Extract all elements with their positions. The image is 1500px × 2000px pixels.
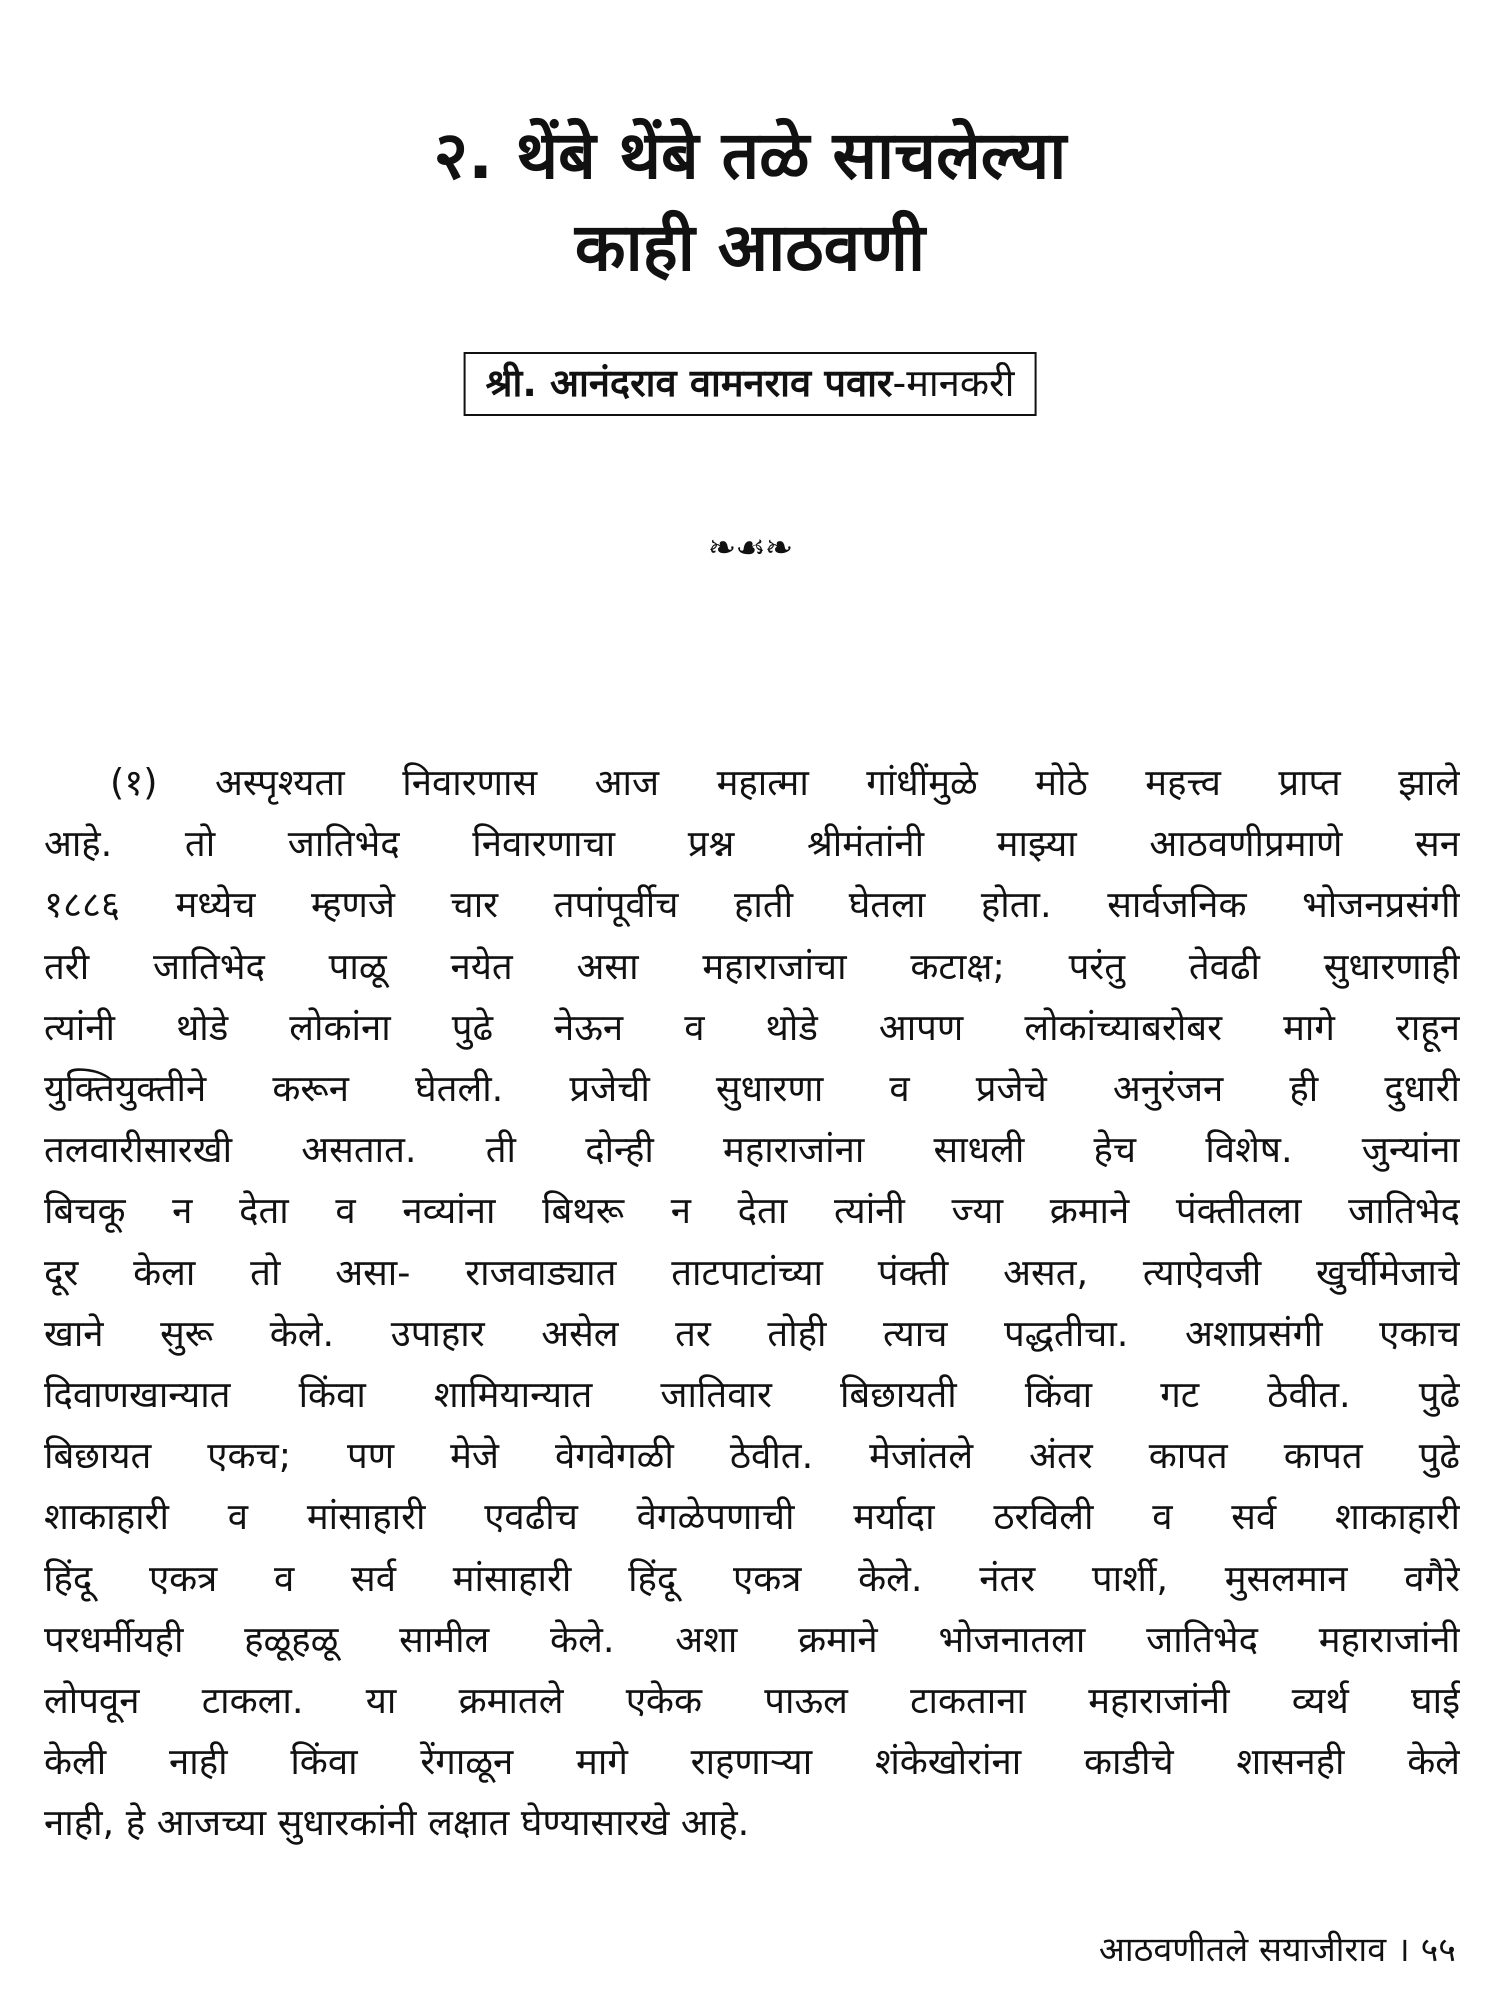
body-line: खाने सुरू केले. उपाहार असेल तर तोही त्याच पद्धतीचा. अशाप्रसंगी एकाच <box>44 1311 1460 1355</box>
chapter-title-line-1: २. थेंबे थेंबे तळे साचलेल्या <box>433 117 1067 194</box>
page-footer <box>1099 1928 1456 1972</box>
body-line: तरी जातिभेद पाळू नयेत असा महाराजांचा कटाक्ष; परंतु तेवढी सुधारणाही <box>44 944 1460 988</box>
body-line: परधर्मीयही हळूहळू सामील केले. अशा क्रमाने भोजनातला जातिभेद महाराजांनी <box>44 1617 1460 1661</box>
body-line: तलवारीसारखी असतात. ती दोन्ही महाराजांना साधली हेच विशेष. जुन्यांना <box>44 1128 1460 1172</box>
page-number: ५५ <box>1420 1930 1456 1970</box>
body-line: दिवाणखान्यात किंवा शामियान्यात जातिवार बिछायती किंवा गट ठेवीत. पुढे <box>44 1373 1460 1417</box>
footer-separator: । <box>1396 1930 1410 1970</box>
body-line: हिंदू एकत्र व सर्व मांसाहारी हिंदू एकत्र केले. नंतर पार्शी, मुसलमान वगैरे <box>44 1556 1460 1600</box>
chapter-title-line-2: काही आठवणी <box>574 209 926 286</box>
ornament-divider: ❧☙❧ <box>707 528 793 568</box>
author-suffix: -मानकरी <box>892 361 1015 405</box>
body-line: लोपवून टाकला. या क्रमातले एकेक पाऊल टाकताना महाराजांनी व्यर्थ घाई <box>44 1679 1460 1723</box>
body-line: युक्तियुक्तीने करून घेतली. प्रजेची सुधारणा व प्रजेचे अनुरंजन ही दुधारी <box>44 1067 1460 1111</box>
body-line: नाही, हे आजच्या सुधारकांनी लक्षात घेण्यासारखे आहे. <box>44 1801 750 1845</box>
body-line: दूर केला तो असा- राजवाड्यात ताटपाटांच्या पंक्ती असत, त्याऐवजी खुर्चीमेजाचे <box>44 1250 1460 1294</box>
body-line: १८८६ मध्येच म्हणजे चार तपांपूर्वीच हाती घेतला होता. सार्वजनिक भोजनप्रसंगी <box>44 883 1460 927</box>
author-name: श्री. आनंदराव वामनराव पवार <box>485 361 893 405</box>
body-line: त्यांनी थोडे लोकांना पुढे नेऊन व थोडे आपण लोकांच्याबरोबर मागे राहून <box>44 1005 1460 1049</box>
body-line: बिछायत एकच; पण मेजे वेगवेगळी ठेवीत. मेजांतले अंतर कापत कापत पुढे <box>44 1434 1460 1478</box>
body-line: केली नाही किंवा रेंगाळून मागे राहणाऱ्या शंकेखोरांना काडीचे शासनही केले <box>44 1740 1460 1784</box>
footer-book-title: आठवणीतले सयाजीराव <box>1098 1930 1387 1970</box>
author-box <box>464 352 1037 416</box>
body-line: बिचकू न देता व नव्यांना बिथरू न देता त्यांनी ज्या क्रमाने पंक्तीतला जातिभेद <box>44 1189 1460 1233</box>
body-line: आहे. तो जातिभेद निवारणाचा प्रश्न श्रीमंतांनी माझ्या आठवणीप्रमाणे सन <box>44 822 1460 866</box>
body-line: (१) अस्पृश्यता निवारणास आज महात्मा गांधींमुळे मोठे महत्त्व प्राप्त झाले <box>110 761 1460 804</box>
body-line: शाकाहारी व मांसाहारी एवढीच वेगळेपणाची मर्यादा ठरविली व सर्व शाकाहारी <box>44 1495 1460 1539</box>
chapter-title <box>0 110 1500 294</box>
body-paragraph <box>44 752 1460 1854</box>
